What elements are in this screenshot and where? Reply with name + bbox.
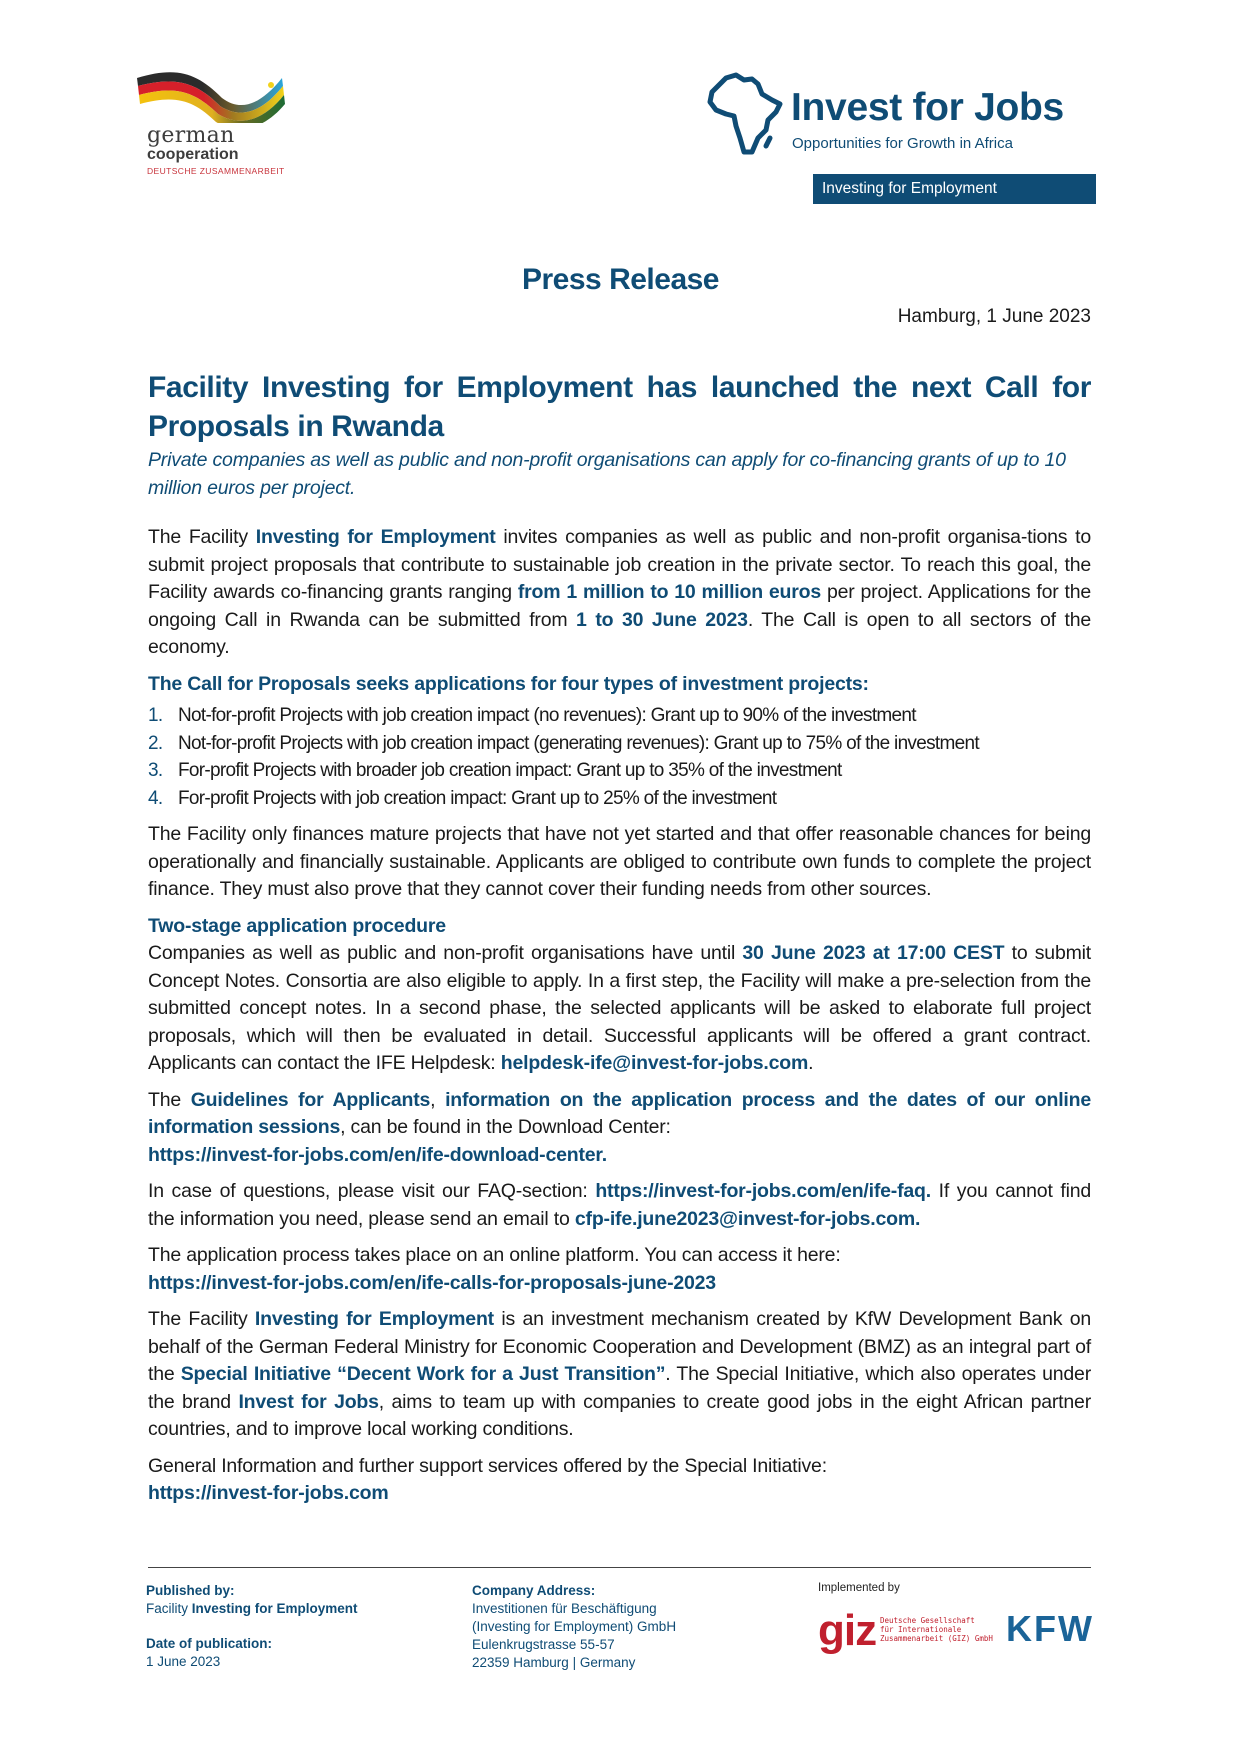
list-item-text: Not-for-profit Projects with job creation impact (generating revenues): Grant up to 75% of the investment: [178, 732, 979, 754]
published-by-label: Published by:: [146, 1583, 235, 1598]
list-item-text: For-profit Projects with job creation impact: Grant up to 25% of the investment: [178, 787, 777, 809]
german-cooperation-line2: cooperation: [147, 146, 239, 163]
guidelines-text-3: , can be found in the Download Center:: [340, 1116, 671, 1138]
footer-publisher-column: [146, 1582, 358, 1671]
dateline: Hamburg, 1 June 2023: [897, 306, 1091, 327]
faq-text-1: In case of questions, please visit our FAQ-section:: [148, 1180, 596, 1202]
about-text-4: , aims to team up with companies to create good jobs in the eight African partner countries, and to improve local working conditions.: [148, 1390, 1091, 1440]
headline: Facility Investing for Employment has launched the next Call for Proposals in Rwanda: [148, 371, 1091, 443]
faq-link[interactable]: https://invest-for-jobs.com/en/ife-faq.: [595, 1180, 931, 1202]
intro-highlight-grant-range: from 1 million to 10 million euros: [517, 581, 821, 603]
guidelines-text-2: ,: [430, 1088, 446, 1111]
about-text-1: The Facility: [148, 1308, 255, 1330]
guidelines-highlight: Guidelines for Applicants: [190, 1088, 431, 1111]
published-by-highlight: Investing for Employment: [191, 1601, 358, 1616]
helpdesk-email-link[interactable]: helpdesk-ife@invest-for-jobs.com: [500, 1052, 809, 1074]
procedure-text-1: Companies as well as public and non-profit organisations have until: [148, 942, 743, 964]
german-cooperation-line1: german: [147, 123, 235, 148]
list-item: [148, 757, 1091, 785]
giz-line: Zusammenarbeit (GIZ) GmbH: [880, 1634, 993, 1643]
address-line: Eulenkrugstrasse 55-57: [472, 1637, 615, 1652]
about-highlight-brand: Invest for Jobs: [238, 1390, 379, 1413]
guidelines-text-1: The: [148, 1088, 191, 1111]
project-types-list: [148, 702, 1091, 812]
procedure-text-3: .: [808, 1052, 814, 1074]
about-highlight-initiative: Special Initiative “Decent Work for a Just Transition”: [180, 1363, 666, 1385]
date-of-publication-label: Date of publication:: [146, 1636, 272, 1651]
faq-paragraph: [148, 1178, 1091, 1233]
about-text-2: is an investment mechanism created by KfW Development Bank on behalf of the German Federal Ministry for Economic Cooperation and Development (BMZ) as an integral part of the: [148, 1308, 1091, 1385]
intro-text-2: invites companies as well as public and non-profit organisa-tions to submit project proposals that contribute to sustainable job creation in the private sector. To reach this goal, the Facility awards co-financing grants ranging: [148, 526, 1091, 603]
intro-text-4: . The Call is open to all sectors of the economy.: [148, 608, 1092, 658]
general-info-text: General Information and further support services offered by the Special Initiative:: [148, 1454, 827, 1477]
platform-text: The application process takes place on an online platform. You can access it here:: [148, 1244, 841, 1266]
intro-text-1: The Facility: [148, 526, 256, 548]
platform-link[interactable]: https://invest-for-jobs.com/en/ife-calls-for-proposals-june-2023: [148, 1271, 716, 1294]
invest-for-jobs-logo: [706, 72, 1106, 162]
footer-divider: [148, 1567, 1091, 1568]
address-line: Investitionen für Beschäftigung: [472, 1601, 657, 1616]
list-item-number: 4.: [148, 787, 163, 809]
about-text-3: . The Special Initiative, which also operates under the brand: [148, 1363, 1091, 1413]
application-info-highlight: information on the application process and the dates of our online information sessions: [148, 1088, 1091, 1138]
intro-text-3: per project. Applications for the ongoing Call in Rwanda can be submitted from: [148, 581, 1091, 631]
address-line: 22359 Hamburg | Germany: [472, 1655, 636, 1670]
intro-paragraph: [148, 524, 1091, 662]
document-body: [148, 368, 1091, 1517]
subheadline: Private companies as well as public and non-profit organisations can apply for co-financing grants of up to 10 million euros per project.: [148, 449, 1066, 499]
footer-address-column: [472, 1582, 676, 1672]
giz-line: Deutsche Gesellschaft: [880, 1616, 975, 1625]
procedure-paragraph: [148, 940, 1091, 1078]
date-of-publication-value: 1 June 2023: [146, 1654, 221, 1669]
general-info-link[interactable]: https://invest-for-jobs.com: [148, 1482, 389, 1504]
address-line: (Investing for Employment) GmbH: [472, 1619, 677, 1634]
flag-ribbon-icon: [137, 68, 287, 123]
list-item: [148, 730, 1091, 758]
procedure-text-2: to submit Concept Notes. Consortia are also eligible to apply. In a first step, the Facility will make a pre-selection from the submitted concept notes. In a second phase, the selected applicants will be asked to elaborate full project proposals, which will then be evaluated in detail. Successful applicants will be offered a grant contract. Applicants can contact the IFE Helpdesk:: [148, 942, 1091, 1074]
invest-for-jobs-title: Invest for Jobs: [791, 86, 1064, 129]
german-cooperation-logo: [137, 68, 327, 188]
about-paragraph: [148, 1306, 1091, 1444]
kfw-logo: KFW: [1006, 1608, 1094, 1649]
list-item-number: 1.: [148, 705, 163, 726]
invest-for-jobs-subtitle: Opportunities for Growth in Africa: [792, 135, 1013, 152]
list-item-number: 2.: [148, 732, 163, 754]
faq-text-2: If you cannot find the information you need, please send an email to: [148, 1180, 1091, 1230]
german-cooperation-line3: DEUTSCHE ZUSAMMENARBEIT: [147, 166, 285, 176]
implemented-by-label: Implemented by: [818, 1582, 900, 1594]
maturity-paragraph: The Facility only finances mature projects that have not yet started and that offer reasonable chances for being operationally and financially sustainable. Applicants are obliged to contribute own funds to complete the project finance. They must also prove that they cannot cover their funding needs from other sources.: [148, 823, 1091, 900]
list-item-text: For-profit Projects with broader job creation impact: Grant up to 35% of the investment: [178, 760, 842, 781]
africa-map-icon: [706, 72, 786, 157]
about-highlight-facility: Investing for Employment: [254, 1308, 494, 1330]
giz-fullname: [880, 1616, 993, 1643]
list-item-text: Not-for-profit Projects with job creation impact (no revenues): Grant up to 90% of the investment: [178, 705, 916, 726]
investing-for-employment-band: Investing for Employment: [813, 174, 1096, 204]
published-by-text: Facility: [146, 1601, 192, 1616]
intro-highlight-dates: 1 to 30 June 2023: [576, 608, 748, 631]
giz-wordmark: giz: [818, 1606, 877, 1655]
company-address-label: Company Address:: [472, 1583, 596, 1598]
project-types-heading: The Call for Proposals seeks applications for four types of investment projects:: [148, 672, 869, 695]
intro-highlight-facility: Investing for Employment: [255, 526, 496, 548]
list-item-number: 3.: [148, 760, 163, 781]
list-item: [148, 785, 1091, 813]
list-item: [148, 702, 1091, 730]
procedure-deadline: 30 June 2023 at 17:00 CEST: [742, 942, 1005, 964]
giz-line: für Internationale: [880, 1625, 962, 1634]
platform-paragraph: [148, 1242, 1091, 1297]
general-info-paragraph: [148, 1453, 1091, 1508]
procedure-heading: Two-stage application procedure: [148, 914, 446, 937]
page-title: Press Release: [522, 263, 719, 296]
download-center-link[interactable]: https://invest-for-jobs.com/en/ife-download-center.: [148, 1143, 607, 1166]
published-by-value: [146, 1600, 358, 1618]
cfp-email-link[interactable]: cfp-ife.june2023@invest-for-jobs.com.: [574, 1207, 921, 1230]
guidelines-paragraph: [148, 1087, 1091, 1170]
